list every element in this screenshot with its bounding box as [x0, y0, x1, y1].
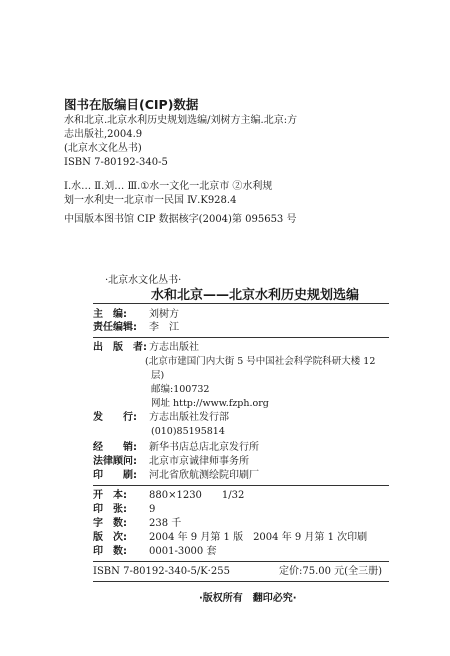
- book-title: 水和北京——北京水利历史规划选编: [151, 288, 360, 303]
- footer-isbn: ISBN 7-80192-340-5/K·255: [93, 566, 230, 577]
- divider-top: [93, 303, 389, 304]
- prints-label: 印 数:: [93, 546, 127, 557]
- isbn-row: [93, 565, 230, 579]
- edition-value: 2004 年 9 月第 1 版 2004 年 9 月第 1 次印刷: [149, 532, 368, 543]
- legal-value: 北京市京诚律师事务所: [149, 456, 249, 467]
- edition-row: [93, 531, 367, 545]
- edition-label: 版 次:: [93, 532, 127, 543]
- cip-classification-2: 划一水利史一北京市一民国 Ⅳ.K928.4: [64, 195, 237, 206]
- price-row: [279, 565, 382, 579]
- publisher-row: [93, 341, 199, 355]
- format-label: 开 本:: [93, 490, 127, 501]
- legal-label: 法律顾问:: [93, 456, 137, 467]
- sheets-row: [93, 503, 155, 517]
- publisher-address-2: 层): [151, 370, 165, 381]
- publisher-address: (北京市建国门内大街 5 号中国社会科学院科研大楼 12: [145, 356, 376, 367]
- dealer-row: [93, 441, 259, 455]
- resp-editor-value: 李 江: [149, 322, 179, 333]
- distributor-value: 方志出版社发行部: [149, 412, 229, 423]
- distributor-label: 发 行:: [93, 412, 137, 423]
- resp-editor-row: [93, 321, 179, 335]
- cip-core-number: 中国版本图书馆 CIP 数据核字(2004)第 095653 号: [64, 214, 297, 225]
- printer-value: 河北省欣航测绘院印刷厂: [149, 470, 259, 481]
- divider-2: [93, 337, 389, 338]
- cip-classification-1: Ⅰ.水… Ⅱ.刘… Ⅲ.①水一文化一北京市 ②水利规: [64, 181, 273, 192]
- distributor-row: [93, 411, 229, 425]
- sheets-value: 9: [149, 504, 156, 515]
- resp-editor-label: 责任编辑:: [93, 322, 137, 333]
- sheets-label: 印 张:: [93, 504, 127, 515]
- editor-row: [93, 308, 179, 322]
- editor-label: 主 编:: [93, 309, 127, 320]
- words-value: 238 千: [149, 518, 182, 529]
- divider-4: [93, 561, 389, 562]
- divider-3: [93, 485, 389, 486]
- publisher-postcode: 邮编:100732: [151, 384, 210, 395]
- cip-line-1: 水和北京.北京水利历史规划选编/刘树方主编.北京:方: [64, 115, 298, 126]
- footer-price: 定价:75.00 元(全三册): [279, 566, 382, 577]
- divider-5: [93, 581, 389, 582]
- format-value: 880×1230 1/32: [149, 490, 245, 501]
- printer-label: 印 刷:: [93, 470, 137, 481]
- publisher-value: 方志出版社: [149, 342, 199, 353]
- format-row: [93, 489, 244, 503]
- editor-value: 刘树方: [149, 309, 179, 320]
- prints-row: [93, 545, 216, 559]
- cip-title: 图书在版编目(CIP)数据: [64, 97, 199, 112]
- prints-value: 0001-3000 套: [149, 546, 217, 557]
- cip-line-3: (北京水文化丛书): [64, 143, 142, 154]
- printer-row: [93, 469, 259, 483]
- cip-isbn: ISBN 7-80192-340-5: [64, 157, 168, 168]
- series-name: ·北京水文化丛书·: [105, 275, 182, 286]
- cip-line-2: 志出版社,2004.9: [64, 129, 143, 140]
- distributor-phone: (010)85195814: [151, 426, 225, 437]
- words-row: [93, 517, 181, 531]
- copyright-notice: ·版权所有 翻印必究·: [199, 593, 297, 604]
- legal-row: [93, 455, 249, 469]
- words-label: 字 数:: [93, 518, 127, 529]
- dealer-value: 新华书店总店北京发行所: [149, 442, 259, 453]
- dealer-label: 经 销:: [93, 442, 137, 453]
- publisher-label: 出 版 者:: [93, 342, 147, 353]
- publisher-website: 网址 http://www.fzph.org: [151, 398, 269, 409]
